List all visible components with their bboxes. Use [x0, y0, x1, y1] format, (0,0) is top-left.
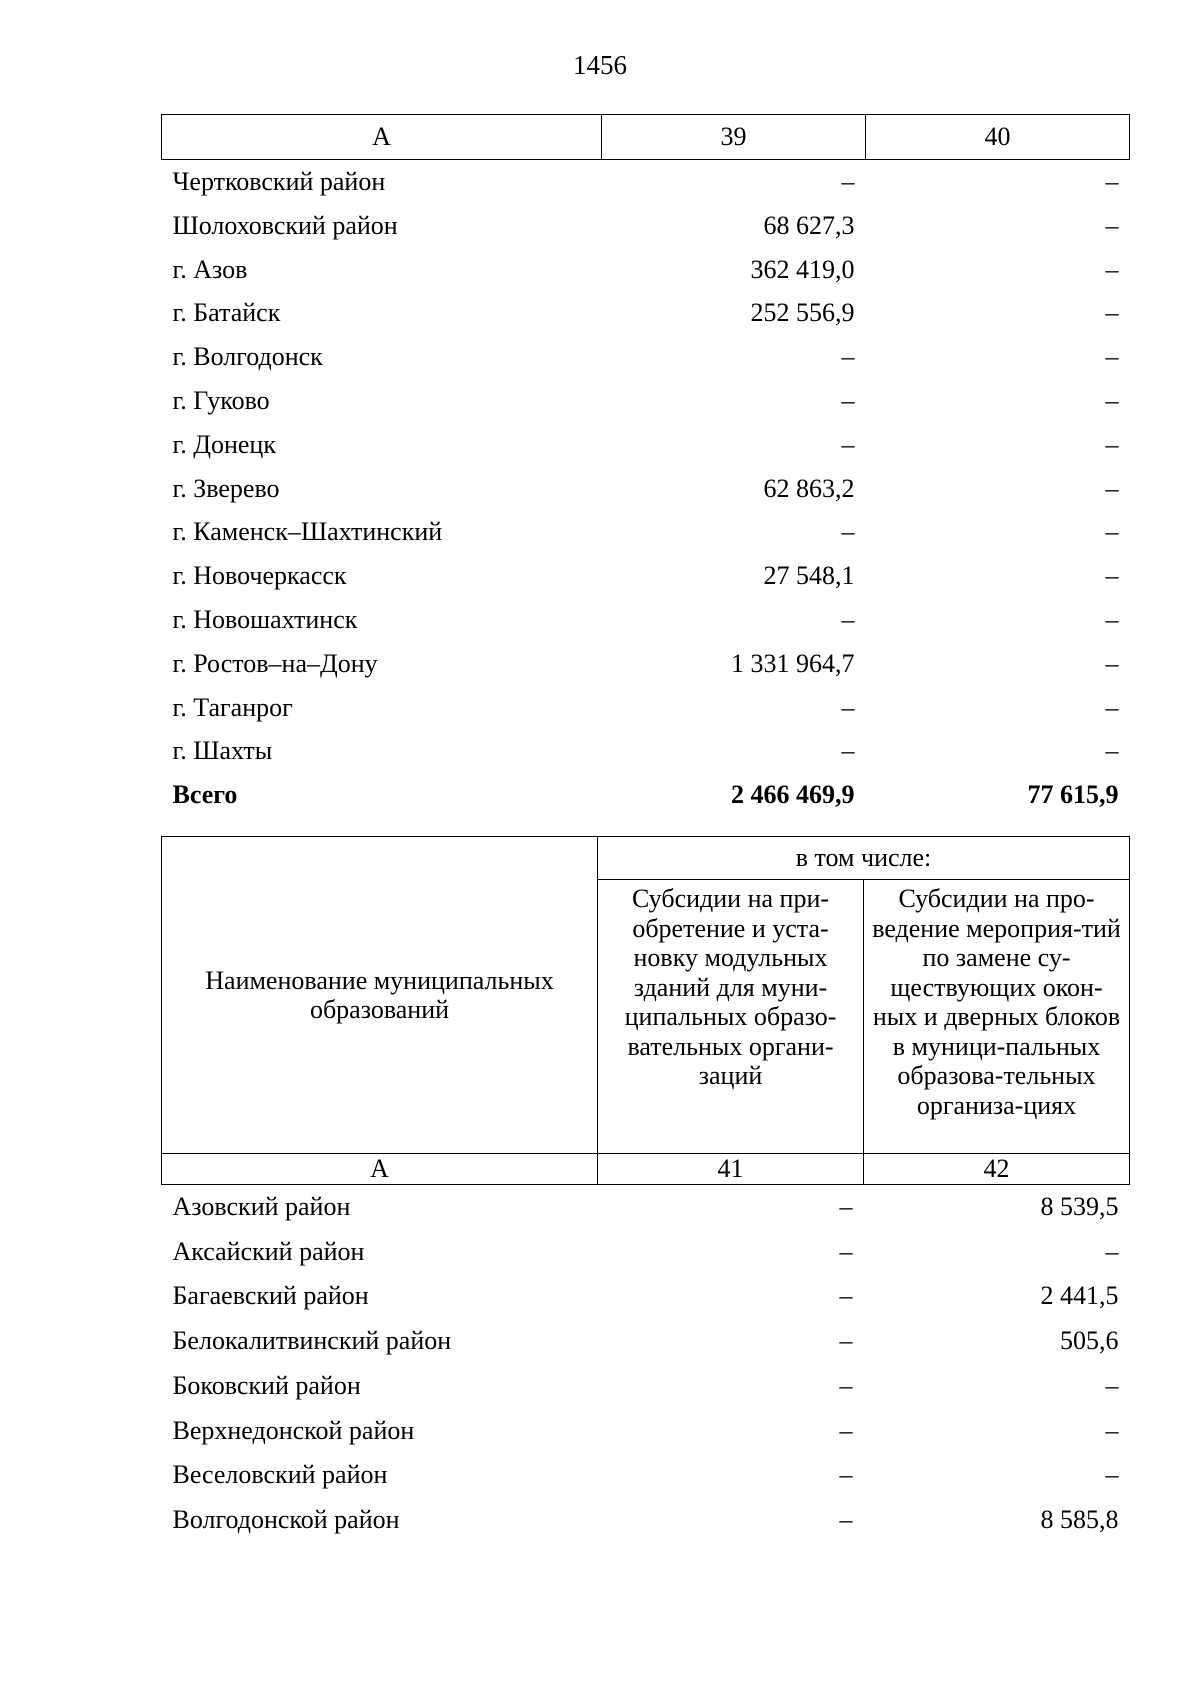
value-col-40: –	[1105, 429, 1119, 459]
value-col-41: –	[839, 1504, 853, 1534]
value-col-42: –	[1105, 1460, 1119, 1490]
column-header-municipality-name: Наименование муниципальных образований	[162, 837, 598, 1154]
value-col-40: –	[1105, 473, 1119, 503]
column-number-a: А	[162, 1154, 598, 1185]
municipality-name: Шолоховский район	[172, 210, 398, 240]
value-col-42: 8 539,5	[1040, 1192, 1119, 1221]
table-row	[162, 160, 1130, 204]
table-1-header-row	[162, 115, 1130, 160]
table-row	[162, 686, 1130, 730]
value-col-42: –	[1105, 1415, 1119, 1445]
value-col-39: –	[841, 692, 855, 722]
municipality-name: Азовский район	[172, 1192, 351, 1221]
column-header-modular-buildings-subsidy: Субсидии на при-обретение и уста-новку модульных зданий для муни-ципальных образо-вательных органи-заций	[598, 880, 864, 1154]
value-col-42: 8 585,8	[1040, 1504, 1119, 1534]
table-row	[162, 379, 1130, 423]
value-col-39: 1 331 964,7	[731, 648, 855, 678]
value-col-39: –	[841, 517, 855, 547]
municipality-name: г. Новошахтинск	[172, 604, 358, 634]
value-col-41: –	[839, 1415, 853, 1445]
municipality-name: г. Каменск–Шахтинский	[172, 517, 443, 547]
column-header-a: А	[162, 115, 602, 160]
value-col-42: –	[1105, 1236, 1119, 1266]
table-row	[162, 729, 1130, 773]
value-col-39: –	[841, 385, 855, 415]
table-row	[162, 1498, 1130, 1543]
municipality-name: Аксайский район	[172, 1236, 365, 1266]
value-col-39: 362 419,0	[750, 254, 855, 284]
table-1-body	[162, 115, 1130, 817]
table-2-number-row	[162, 1154, 1130, 1185]
municipality-name: г. Волгодонск	[172, 342, 323, 372]
value-col-40: –	[1105, 167, 1119, 196]
column-number-41: 41	[598, 1154, 864, 1185]
value-col-39: 68 627,3	[763, 210, 855, 240]
municipality-name: г. Таганрог	[172, 692, 293, 722]
value-col-41: –	[839, 1281, 853, 1311]
value-col-39: –	[841, 167, 855, 196]
table-row	[162, 1274, 1130, 1319]
table-row	[162, 1453, 1130, 1498]
table-row	[162, 1230, 1130, 1275]
table-row	[162, 335, 1130, 379]
municipality-name: Боковский район	[172, 1370, 361, 1400]
table-2	[161, 836, 1130, 1543]
municipality-name: Верхнедонской район	[172, 1415, 415, 1445]
table-row	[162, 510, 1130, 554]
table-row	[162, 248, 1130, 292]
table-1	[161, 114, 1130, 817]
value-col-40: –	[1105, 736, 1119, 766]
value-col-39: –	[841, 342, 855, 372]
value-col-40: –	[1105, 692, 1119, 722]
value-col-42: 2 441,5	[1040, 1281, 1119, 1311]
municipality-name: Белокалитвинский район	[172, 1326, 452, 1356]
municipality-name: г. Зверево	[172, 473, 280, 503]
value-col-40: –	[1105, 342, 1119, 372]
value-col-40: –	[1105, 648, 1119, 678]
municipality-name: г. Азов	[172, 254, 248, 284]
municipality-name: г. Гуково	[172, 385, 270, 415]
municipality-name: Багаевский район	[172, 1281, 369, 1311]
value-col-41: –	[839, 1326, 853, 1356]
municipality-name: г. Донецк	[172, 429, 276, 459]
column-header-39: 39	[602, 115, 866, 160]
municipality-name: г. Батайск	[172, 298, 281, 328]
table-row	[162, 291, 1130, 335]
column-header-40: 40	[866, 115, 1130, 160]
value-col-41: –	[839, 1192, 853, 1221]
table-row	[162, 423, 1130, 467]
table-row	[162, 1409, 1130, 1454]
table-row	[162, 642, 1130, 686]
column-number-42: 42	[864, 1154, 1130, 1185]
total-col-39: 2 466 469,9	[731, 780, 855, 810]
value-col-40: –	[1105, 385, 1119, 415]
value-col-40: –	[1105, 298, 1119, 328]
table-2-header-row-1	[162, 837, 1130, 880]
value-col-40: –	[1105, 254, 1119, 284]
municipality-name: Веселовский район	[172, 1460, 388, 1490]
municipality-name: Чертковский район	[172, 167, 386, 196]
value-col-39: 62 863,2	[763, 473, 855, 503]
value-col-40: –	[1105, 561, 1119, 591]
value-col-41: –	[839, 1460, 853, 1490]
table-row	[162, 598, 1130, 642]
value-col-41: –	[839, 1236, 853, 1266]
municipality-name: г. Ростов–на–Дону	[172, 648, 378, 678]
column-header-windows-doors-subsidy: Субсидии на про-ведение мероприя-тий по замене су-ществующих окон-ных и дверных блоков в муници-пальных образова-тельных организа-циях	[864, 880, 1130, 1154]
page-number: 1456	[573, 50, 627, 80]
table-2-body	[162, 837, 1130, 1543]
value-col-40: –	[1105, 604, 1119, 634]
municipality-name: г. Шахты	[172, 736, 273, 766]
table-row	[162, 1185, 1130, 1230]
value-col-42: –	[1105, 1370, 1119, 1400]
municipality-name: Волгодонской район	[172, 1504, 400, 1534]
table-row	[162, 204, 1130, 248]
value-col-39: –	[841, 429, 855, 459]
total-col-40: 77 615,9	[1027, 780, 1119, 810]
table-row	[162, 467, 1130, 511]
value-col-40: –	[1105, 210, 1119, 240]
column-header-including: в том числе:	[598, 837, 1130, 880]
table-row	[162, 554, 1130, 598]
value-col-39: 27 548,1	[763, 561, 855, 591]
municipality-name: г. Новочеркасск	[172, 561, 347, 591]
total-label: Всего	[172, 780, 238, 810]
value-col-42: 505,6	[1060, 1326, 1119, 1356]
table-row	[162, 1364, 1130, 1409]
value-col-40: –	[1105, 517, 1119, 547]
value-col-39: –	[841, 604, 855, 634]
total-row	[162, 773, 1130, 817]
value-col-39: 252 556,9	[750, 298, 855, 328]
value-col-39: –	[841, 736, 855, 766]
value-col-41: –	[839, 1370, 853, 1400]
table-row	[162, 1319, 1130, 1364]
